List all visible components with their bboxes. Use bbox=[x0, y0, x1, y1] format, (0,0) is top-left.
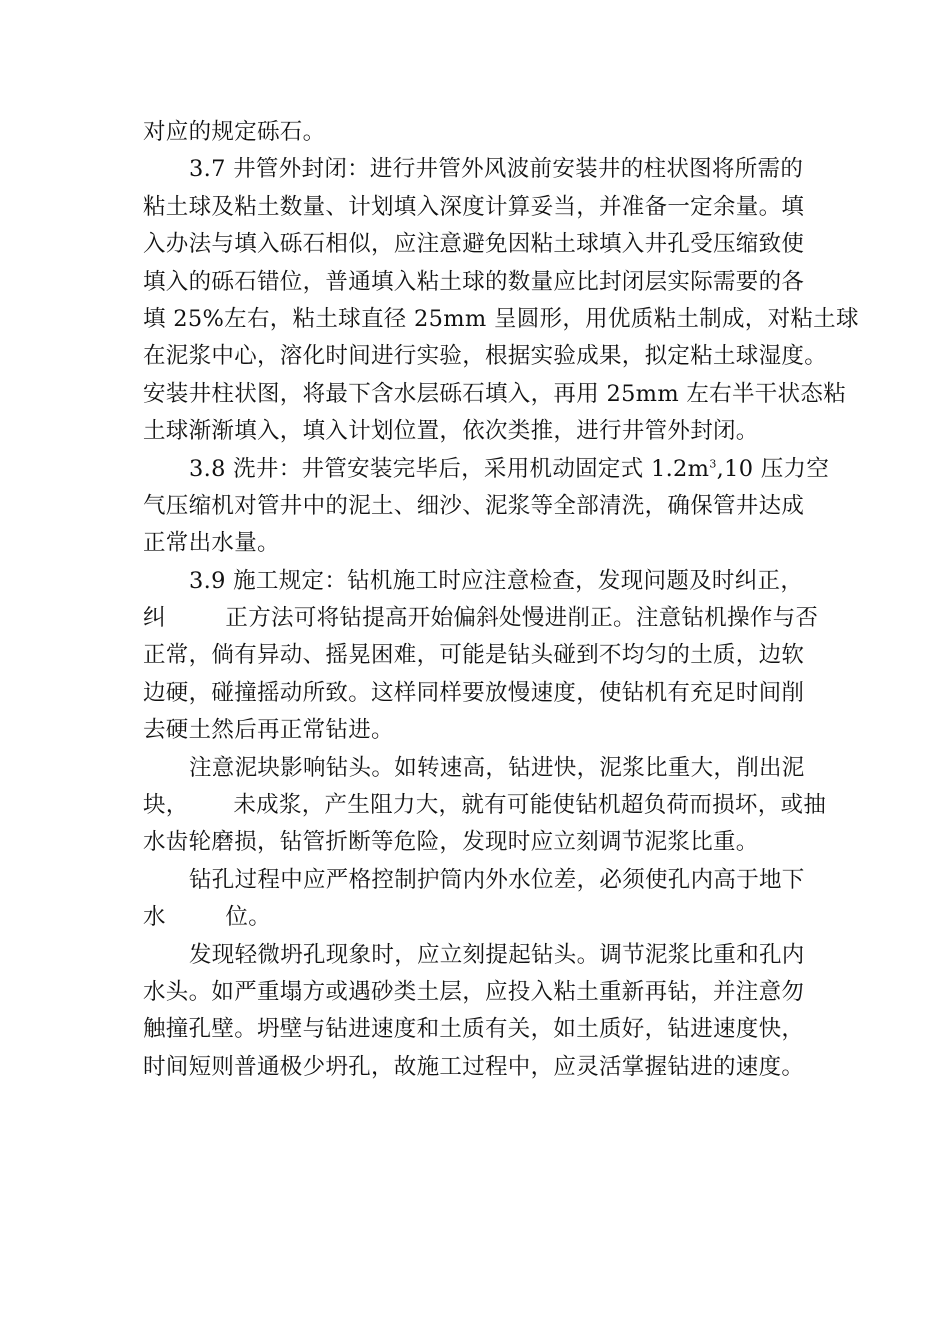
text-line-section-3-7: 3.7 井管外封闭：进行井管外风波前安装井的柱状图将所需的 bbox=[189, 156, 804, 183]
text-segment: 3.8 洗井：井管安装完毕后，采用机动固定式 1.2m bbox=[189, 455, 710, 482]
text-line: 粘土球及粘土数量、计划填入深度计算妥当，并准备一定余量。填 bbox=[143, 193, 805, 220]
text-line: 气压缩机对管井中的泥土、细沙、泥浆等全部清洗，确保管井达成 bbox=[143, 492, 805, 519]
text-line: 水头。如严重塌方或遇砂类土层，应投入粘土重新再钻，并注意勿 bbox=[143, 978, 805, 1005]
text-line: 入办法与填入砾石相似，应注意避免因粘土球填入井孔受压缩致使 bbox=[143, 231, 805, 258]
text-line: 正常，倘有异动、摇晃困难，可能是钻头碰到不均匀的土质，边软 bbox=[143, 642, 805, 669]
text-line: 填入的砾石错位，普通填入粘土球的数量应比封闭层实际需要的各 bbox=[143, 268, 805, 295]
text-line: 在泥浆中心，溶化时间进行实验，根据实验成果，拟定粘土球湿度。 bbox=[143, 343, 828, 370]
text-line: 时间短则普通极少坍孔，故施工过程中，应灵活掌握钻进的速度。 bbox=[143, 1053, 805, 1080]
text-line: 去硬土然后再正常钻进。 bbox=[143, 717, 394, 744]
text-line: 边硬，碰撞摇动所致。这样同样要放慢速度，使钻机有充足时间削 bbox=[143, 679, 805, 706]
text-line: 注意泥块影响钻头。如转速高，钻进快，泥浆比重大，削出泥 bbox=[189, 754, 805, 781]
text-line: 触撞孔壁。坍壁与钻进速度和土质有关，如土质好，钻进速度快， bbox=[143, 1016, 805, 1043]
text-line: 块， 未成浆，产生阻力大，就有可能使钻机超负荷而损坏，或抽 bbox=[143, 792, 827, 819]
text-line: 纠 正方法可将钻提高开始偏斜处慢进削正。注意钻机操作与否 bbox=[143, 605, 819, 632]
text-segment: ,10 压力空 bbox=[716, 455, 830, 482]
text-line: 对应的规定砾石。 bbox=[143, 119, 326, 145]
text-line: 安装井柱状图，将最下含水层砾石填入，再用 25mm 左右半干状态粘 bbox=[143, 380, 847, 407]
text-line-section-3-8 bbox=[143, 451, 830, 488]
text-line: 土球渐渐填入，填入计划位置，依次类推，进行井管外封闭。 bbox=[143, 418, 759, 445]
text-line: 填 25%左右，粘土球直径 25mm 呈圆形，用优质粘土制成，对粘土球 bbox=[143, 305, 859, 332]
text-line: 正常出水量。 bbox=[143, 530, 280, 557]
text-line: 水齿轮磨损，钻管折断等危险，发现时应立刻调节泥浆比重。 bbox=[143, 829, 759, 856]
text-line-section-3-9: 3.9 施工规定：钻机施工时应注意检查，发现问题及时纠正， bbox=[189, 567, 804, 594]
text-line: 发现轻微坍孔现象时，应立刻提起钻头。调节泥浆比重和孔内 bbox=[189, 941, 805, 968]
superscript: 3 bbox=[709, 457, 717, 471]
body-text bbox=[143, 114, 859, 1086]
text-line: 钻孔过程中应严格控制护筒内外水位差，必须使孔内高于地下 bbox=[189, 866, 805, 893]
text-line: 水 位。 bbox=[143, 904, 272, 931]
